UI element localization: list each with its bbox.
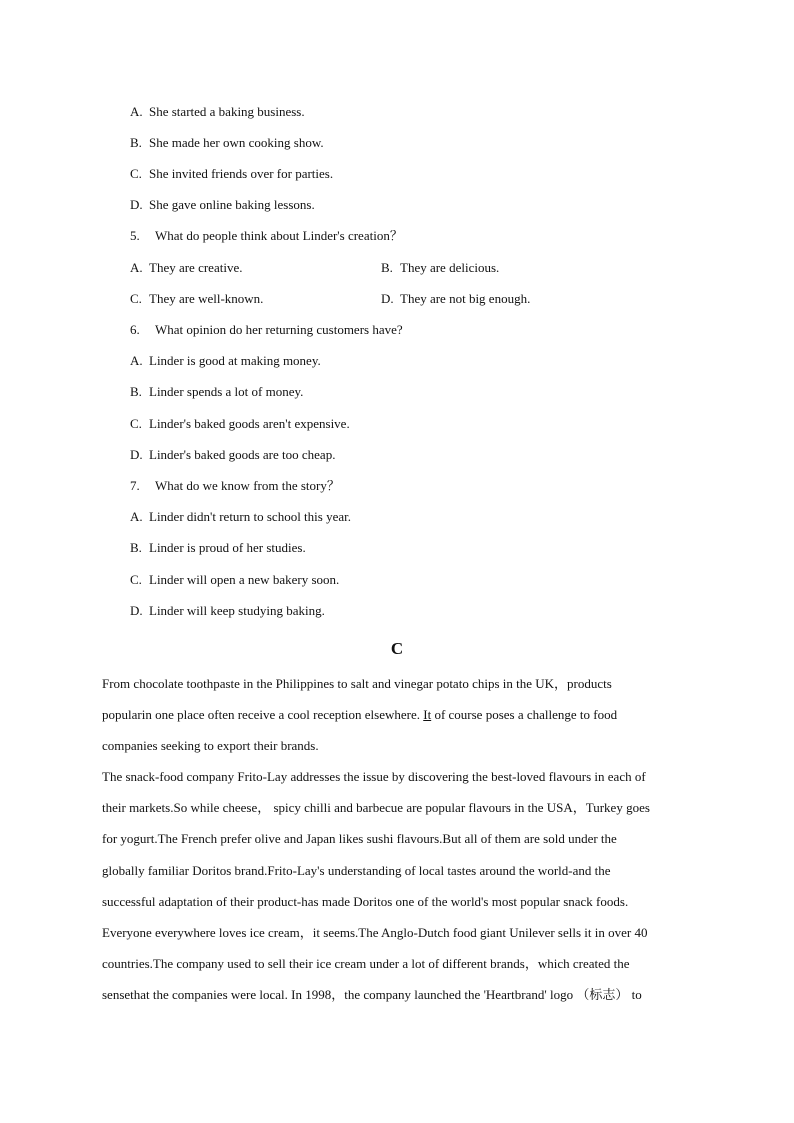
q6-option-b: B. Linder spends a lot of money. [130,384,304,399]
q6-option-d: D. Linder's baked goods are too cheap. [130,447,336,462]
q5-option-c: C. They are well-known. [130,291,264,306]
q7-option-a: A. Linder didn't return to school this year. [130,509,351,524]
underlined-word: It [423,707,432,723]
q7-option-b: B. Linder is proud of her studies. [130,540,306,555]
q7-option-c: C. Linder will open a new bakery soon. [130,572,340,587]
question-5: 5. What do people think about Linder's creation？ [130,228,403,243]
paragraph-line: The snack-food company Frito-Lay addresses the issue by discovering the best-loved flavours in each of [102,769,646,784]
q4-option-c: C. She invited friends over for parties. [130,166,334,181]
question-7: 7. What do we know from the story？ [130,478,340,493]
paragraph-line: globally familiar Doritos brand.Frito-Lay's understanding of local tastes around the world-and the [102,862,611,878]
paragraph-line: for yogurt.The French prefer olive and Japan likes sushi flavours.But all of them are sold under the [102,831,617,847]
q5-option-d: D. They are not big enough. [381,291,531,306]
q4-option-d: D. She gave online baking lessons. [130,197,315,212]
paragraph-line: successful adaptation of their product-has made Doritos one of the world's most popular snack foods. [102,893,629,909]
section-c-heading: C [390,639,404,658]
q4-option-b: B. She made her own cooking show. [130,135,324,150]
passage-paragraph-1 [102,676,702,770]
paragraph-line: Everyone everywhere loves ice cream，it seems.The Anglo-Dutch food giant Unilever sells it in over 40 [102,925,648,940]
paragraph-line: From chocolate toothpaste in the Philippines to salt and vinegar potato chips in the UK，products [102,676,612,691]
paragraph-line: their markets.So while cheese， spicy chilli and barbecue are popular flavours in the USA，Turkey goes [102,800,650,816]
question-6: 6. What opinion do her returning customers have? [130,322,403,337]
paragraph-line: popularin one place often receive a cool reception elsewhere. It of course poses a challenge to food [102,707,618,723]
q4-option-a: A. She started a baking business. [130,104,305,119]
q5-option-b: B. They are delicious. [381,260,500,275]
paragraph-line: sensethat the companies were local. In 1998，the company launched the 'Heartbrand' logo （标志） to [102,987,642,1003]
passage-paragraph-3 [102,925,702,1019]
passage-paragraph-2 [102,769,702,925]
q6-option-c: C. Linder's baked goods aren't expensive. [130,416,350,431]
paragraph-line: countries.The company used to sell their ice cream under a lot of different brands，which created the [102,956,630,972]
q5-option-a: A. They are creative. [130,260,243,275]
q6-option-a: A. Linder is good at making money. [130,353,321,368]
paragraph-line: companies seeking to export their brands. [102,738,319,754]
q7-option-d: D. Linder will keep studying baking. [130,603,325,618]
